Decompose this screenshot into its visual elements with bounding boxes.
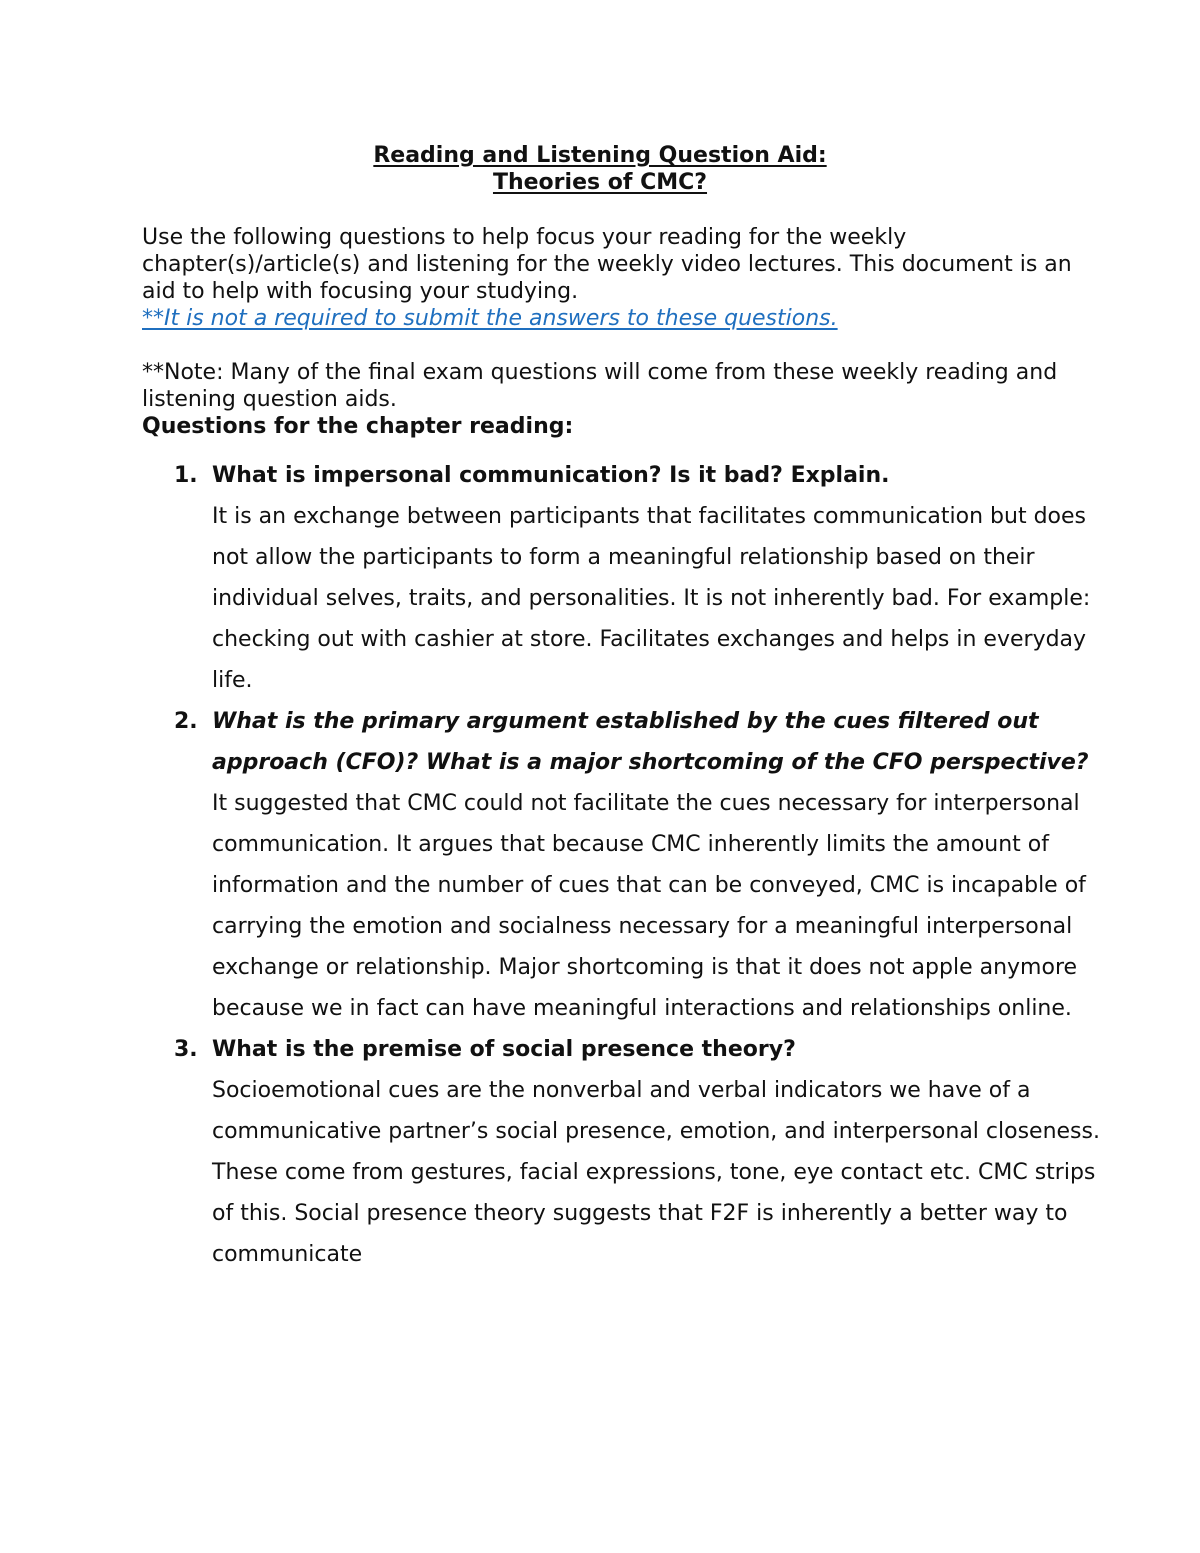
question-text: What is impersonal communication? Is it bad? Explain.: [212, 463, 890, 488]
title-line-2: Theories of CMC?: [492, 170, 708, 195]
intro-paragraph: Use the following questions to help focus your reading for the weekly chapter(s)/article(s) and listening for the weekly video lectures. This document is an aid to help with focusing your studying.: [142, 225, 1072, 304]
question-number: 3.: [174, 1037, 198, 1062]
intro-section: [142, 224, 1102, 440]
question-item-2: [142, 701, 1102, 1029]
question-number: 1.: [174, 463, 198, 488]
question-text: What is the primary argument established by the cues filtered out approach (CFO)? What is a major shortcoming of the CFO perspective?: [212, 709, 1089, 775]
question-number: 2.: [174, 709, 198, 734]
answer-text: It is an exchange between participants that facilitates communication but does not allow the participants to form a meaningful relationship based on their individual selves, traits, and personalities. It is not inherently bad. For example: checking out with cashier at store. Facilitates exchanges and helps in everyday life.: [212, 504, 1091, 693]
question-text: What is the premise of social presence theory?: [212, 1037, 796, 1062]
section-heading: Questions for the chapter reading:: [142, 414, 574, 439]
submit-note-link[interactable]: **It is not a required to submit the answers to these questions.: [142, 306, 838, 331]
document-title: [0, 142, 1200, 196]
question-list: [142, 455, 1102, 1275]
title-line-1: Reading and Listening Question Aid:: [373, 143, 827, 168]
question-item-3: [142, 1029, 1102, 1275]
answer-text: Socioemotional cues are the nonverbal and verbal indicators we have of a communicative partner’s social presence, emotion, and interpersonal closeness. These come from gestures, facial expressions, tone, eye contact etc. CMC strips of this. Social presence theory suggests that F2F is inherently a better way to communicate: [212, 1078, 1100, 1267]
answer-text: It suggested that CMC could not facilitate the cues necessary for interpersonal communication. It argues that because CMC inherently limits the amount of information and the number of cues that can be conveyed, CMC is incapable of carrying the emotion and socialness necessary for a meaningful interpersonal exchange or relationship. Major shortcoming is that it does not apple anymore because we in fact can have meaningful interactions and relationships online.: [212, 791, 1086, 1021]
question-item-1: [142, 455, 1102, 701]
exam-note: **Note: Many of the final exam questions will come from these weekly reading and listening question aids.: [142, 360, 1058, 412]
spacer: [142, 332, 1102, 359]
